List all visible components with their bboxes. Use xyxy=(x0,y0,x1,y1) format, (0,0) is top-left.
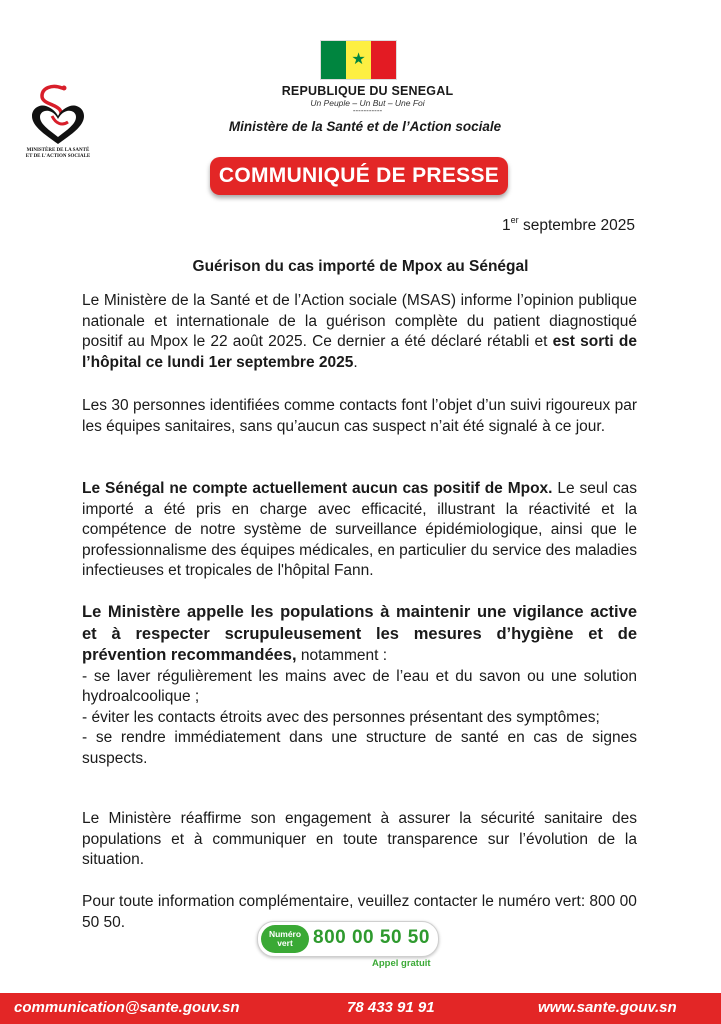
senegal-flag-icon: ★ xyxy=(320,40,397,80)
paragraph-recommendations: Le Ministère appelle les populations à maintenir une vigilance active et à respecter scrupuleusement les mesures d’hygiène et de prévention recommandées, notamment : - se laver régulièrement les mains avec de l’eau et du savon ou une solution hydroalcoolique ; - éviter les contacts étroits avec des personnes présentant des symptômes; - se rendre immédiatement dans une structure de santé en cas de signes suspects. xyxy=(82,602,637,769)
document-title: Guérison du cas importé de Mpox au Sénégal xyxy=(192,258,529,275)
paragraph-recovery: Le Ministère de la Santé et de l’Action sociale (MSAS) informe l’opinion publique nationale et internationale de la guérison complète du patient diagnostiqué positif au Mpox le 22 août 2025. Ce dernier a été déclaré rétabli et est sorti de l’hôpital ce lundi 1er septembre 2025. xyxy=(82,292,637,371)
ministry-name: Ministère de la Santé et de l’Action sociale xyxy=(228,119,502,134)
footer-email-link[interactable]: communication@sante.gouv.sn xyxy=(14,999,240,1016)
national-motto: Un Peuple – Un But – Une Foi xyxy=(310,98,425,108)
toll-free-badge xyxy=(257,921,439,957)
press-release-banner: COMMUNIQUÉ DE PRESSE xyxy=(210,157,508,195)
paragraph-contacts: Les 30 personnes identifiées comme contacts font l’objet d’un suivi rigoureux par les équipes sanitaires, sans qu’aucun cas suspect n’ait été signalé à ce jour. xyxy=(82,397,637,435)
header-separator: ----------- xyxy=(352,106,383,115)
list-item: - éviter les contacts étroits avec des personnes présentant des symptômes; xyxy=(82,708,600,726)
footer-website-link[interactable]: www.sante.gouv.sn xyxy=(538,999,677,1016)
free-call-caption: Appel gratuit xyxy=(372,958,431,969)
footer-phone[interactable]: 78 433 91 91 xyxy=(347,999,435,1016)
logo-caption: MINISTÈRE DE LA SANTÉ ET DE L'ACTION SOCIALE xyxy=(25,148,91,159)
list-item: - se laver régulièrement les mains avec de l’eau et du savon ou une solution hydroalcoolique ; xyxy=(82,667,637,705)
footer-bar xyxy=(0,993,721,1024)
paragraph-contact-info: Pour toute information complémentaire, veuillez contacter le numéro vert: 800 00 50 50. xyxy=(82,893,637,931)
toll-free-label: Numéro vert xyxy=(261,925,309,953)
republic-title: REPUBLIQUE DU SENEGAL xyxy=(281,84,454,98)
toll-free-number: 800 00 50 50 xyxy=(313,927,430,948)
paragraph-commitment: Le Ministère réaffirme son engagement à assurer la sécurité sanitaire des populations et à communiquer en toute transparence sur l’évolution de la situation. xyxy=(82,810,637,868)
paragraph-status: Le Sénégal ne compte actuellement aucun cas positif de Mpox. Le seul cas importé a été pris en charge avec efficacité, illustrant la réactivité et la compétence de notre système de surveillance épidémiologique, ainsi que le professionnalisme des équipes médicales, en particulier du service des maladies infectieuses et tropicales de l'hôpital Fann. xyxy=(82,480,637,579)
release-date: 1er septembre 2025 xyxy=(502,215,635,234)
list-item: - se rendre immédiatement dans une structure de santé en cas de signes suspects. xyxy=(82,729,637,767)
